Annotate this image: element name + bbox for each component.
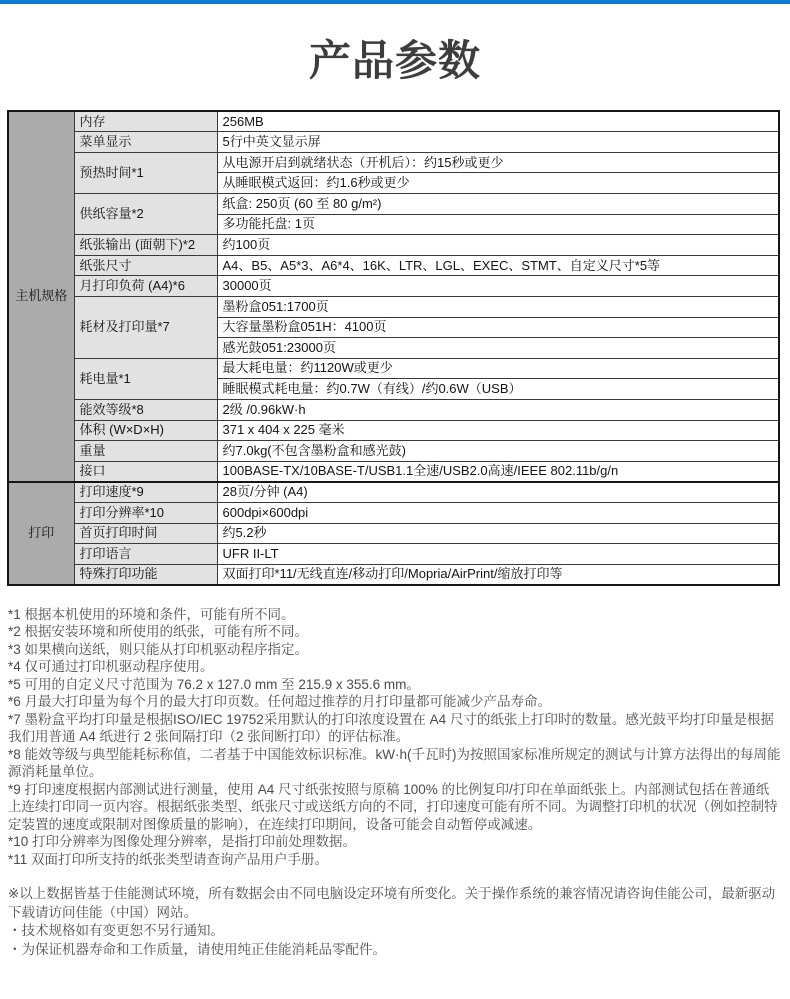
spec-value-cell: 从睡眠模式返回：约1.6秒或更少 (217, 173, 779, 194)
footnote: *1 根据本机使用的环境和条件，可能有所不同。 (8, 606, 295, 622)
spec-value-cell: 睡眠模式耗电量：约0.7W（有线）/约0.6W（USB） (217, 379, 779, 400)
footnote: *3 如果横向送纸，则只能从打印机驱动程序指定。 (8, 641, 309, 657)
spec-label-cell: 接口 (74, 461, 217, 482)
table-row (8, 235, 779, 256)
spec-value-cell: A4、B5、A5*3、A6*4、16K、LTR、LGL、EXEC、STMT、自定义尺寸*5等 (217, 255, 779, 276)
table-row (8, 544, 779, 565)
table-row (8, 358, 779, 379)
spec-label-cell: 特殊打印功能 (74, 564, 217, 585)
footnote: *5 可用的自定义尺寸范围为 76.2 x 127.0 mm 至 215.9 x 355.6 mm。 (8, 676, 420, 692)
spec-label-cell: 月打印负荷 (A4)*6 (74, 276, 217, 297)
footnote: *10 打印分辨率为图像处理分辨率，是指打印前处理数据。 (8, 834, 357, 850)
spec-category-cell: 主机规格 (8, 111, 74, 482)
spec-value-cell: UFR II-LT (217, 544, 779, 565)
footnote: *11 双面打印所支持的纸张类型请查询产品用户手册。 (8, 851, 329, 867)
spec-label-cell: 打印分辨率*10 (74, 502, 217, 523)
spec-value-cell: 约7.0kg(不包含墨粉盒和感光鼓) (217, 441, 779, 462)
general-note: ※以上数据皆基于佳能测试环境，所有数据会由不同电脑设定环境有所变化。关于操作系统的兼容情况请咨询佳能公司，最新驱动下载请访问佳能（中国）网站。 (8, 886, 776, 920)
spec-value-cell: 多功能托盘: 1页 (217, 214, 779, 235)
spec-label-cell: 纸张尺寸 (74, 255, 217, 276)
spec-label-cell: 体积 (W×D×H) (74, 420, 217, 441)
spec-label-cell: 能效等级*8 (74, 400, 217, 421)
spec-category-cell: 打印 (8, 482, 74, 585)
spec-label-cell: 耗材及打印量*7 (74, 297, 217, 359)
footnote: *7 墨粉盒平均打印量是根据ISO/IEC 19752采用默认的打印浓度设置在 A4 尺寸的纸张上打印时的数量。感光鼓平均打印量是根据我们用普通 A4 纸进行 2 张间隔打印（2 张间断打印）的评估标准。 (8, 711, 774, 745)
top-accent-bar (0, 0, 790, 4)
table-row (8, 502, 779, 523)
table-row (8, 276, 779, 297)
spec-value-cell: 约5.2秒 (217, 523, 779, 544)
spec-label-cell: 供纸容量*2 (74, 194, 217, 235)
table-row (8, 255, 779, 276)
table-row (8, 523, 779, 544)
table-row (8, 441, 779, 462)
spec-value-cell: 30000页 (217, 276, 779, 297)
spec-value-cell: 最大耗电量：约1120W或更少 (217, 358, 779, 379)
spec-value-cell: 大容量墨粉盒051H：4100页 (217, 317, 779, 338)
spec-label-cell: 预热时间*1 (74, 152, 217, 193)
spec-value-cell: 纸盒: 250页 (60 至 80 g/m²) (217, 194, 779, 215)
table-row (8, 152, 779, 173)
spec-value-cell: 28页/分钟 (A4) (217, 482, 779, 503)
spec-label-cell: 重量 (74, 441, 217, 462)
spec-label-cell: 耗电量*1 (74, 358, 217, 399)
table-row (8, 400, 779, 421)
product-spec-table (7, 110, 780, 586)
table-row (8, 564, 779, 585)
footnote: *9 打印速度根据内部测试进行测量，使用 A4 尺寸纸张按照与原稿 100% 的比例复印/打印在单面纸张上。内部测试包括在普通纸上连续打印同一页内容。根据纸张类型、纸张尺寸或送纸方向的不同，打印速度可能有所不同。为调整打印机的状况（例如控制特定装置的速度或限制对图像质量的影响），在连续打印期间，设备可能会自动暂停或减速。 (8, 781, 778, 832)
spec-value-cell: 约100页 (217, 235, 779, 256)
spec-label-cell: 打印速度*9 (74, 482, 217, 503)
spec-value-cell: 2级 /0.96kW·h (217, 400, 779, 421)
footnote: *8 能效等级与典型能耗标称值，二者基于中国能效标识标准。kW·h(千瓦时)为按照国家标准所规定的测试与计算方法得出的每周能源消耗量单位。 (8, 746, 781, 780)
table-row (8, 482, 779, 503)
spec-value-cell: 双面打印*11/无线直连/移动打印/Mopria/AirPrint/缩放打印等 (217, 564, 779, 585)
footnote: *2 根据安装环境和所使用的纸张，可能有所不同。 (8, 624, 309, 640)
footnotes-block (8, 606, 782, 960)
spec-label-cell: 首页打印时间 (74, 523, 217, 544)
spec-label-cell: 菜单显示 (74, 132, 217, 153)
spec-value-cell: 5行中英文显示屏 (217, 132, 779, 153)
table-row (8, 111, 779, 132)
spec-value-cell: 从电源开启到就绪状态（开机后）：约15秒或更少 (217, 152, 779, 173)
spec-label-cell: 内存 (74, 111, 217, 132)
spec-label-cell: 打印语言 (74, 544, 217, 565)
footnote: *6 月最大打印量为每个月的最大打印页数。任何超过推荐的月打印量都可能减少产品寿命。 (8, 694, 552, 710)
table-row (8, 132, 779, 153)
table-row (8, 420, 779, 441)
note-bullet: ・为保证机器寿命和工作质量，请使用纯正佳能消耗品零配件。 (8, 941, 386, 957)
footnote: *4 仅可通过打印机驱动程序使用。 (8, 659, 214, 675)
spec-label-cell: 纸张输出 (面朝下)*2 (74, 235, 217, 256)
spec-value-cell: 感光鼓051:23000页 (217, 338, 779, 359)
table-row (8, 297, 779, 318)
note-bullet: ・技术规格如有变更恕不另行通知。 (8, 923, 224, 939)
spec-value-cell: 371 x 404 x 225 毫米 (217, 420, 779, 441)
general-notes-block (8, 885, 782, 959)
page-title: 产品参数 (308, 37, 481, 84)
spec-value-cell: 600dpi×600dpi (217, 502, 779, 523)
table-row (8, 194, 779, 215)
spec-value-cell: 256MB (217, 111, 779, 132)
table-row (8, 461, 779, 482)
spec-value-cell: 100BASE-TX/10BASE-T/USB1.1全速/USB2.0高速/IEEE 802.11b/g/n (217, 461, 779, 482)
spec-value-cell: 墨粉盒051:1700页 (217, 297, 779, 318)
